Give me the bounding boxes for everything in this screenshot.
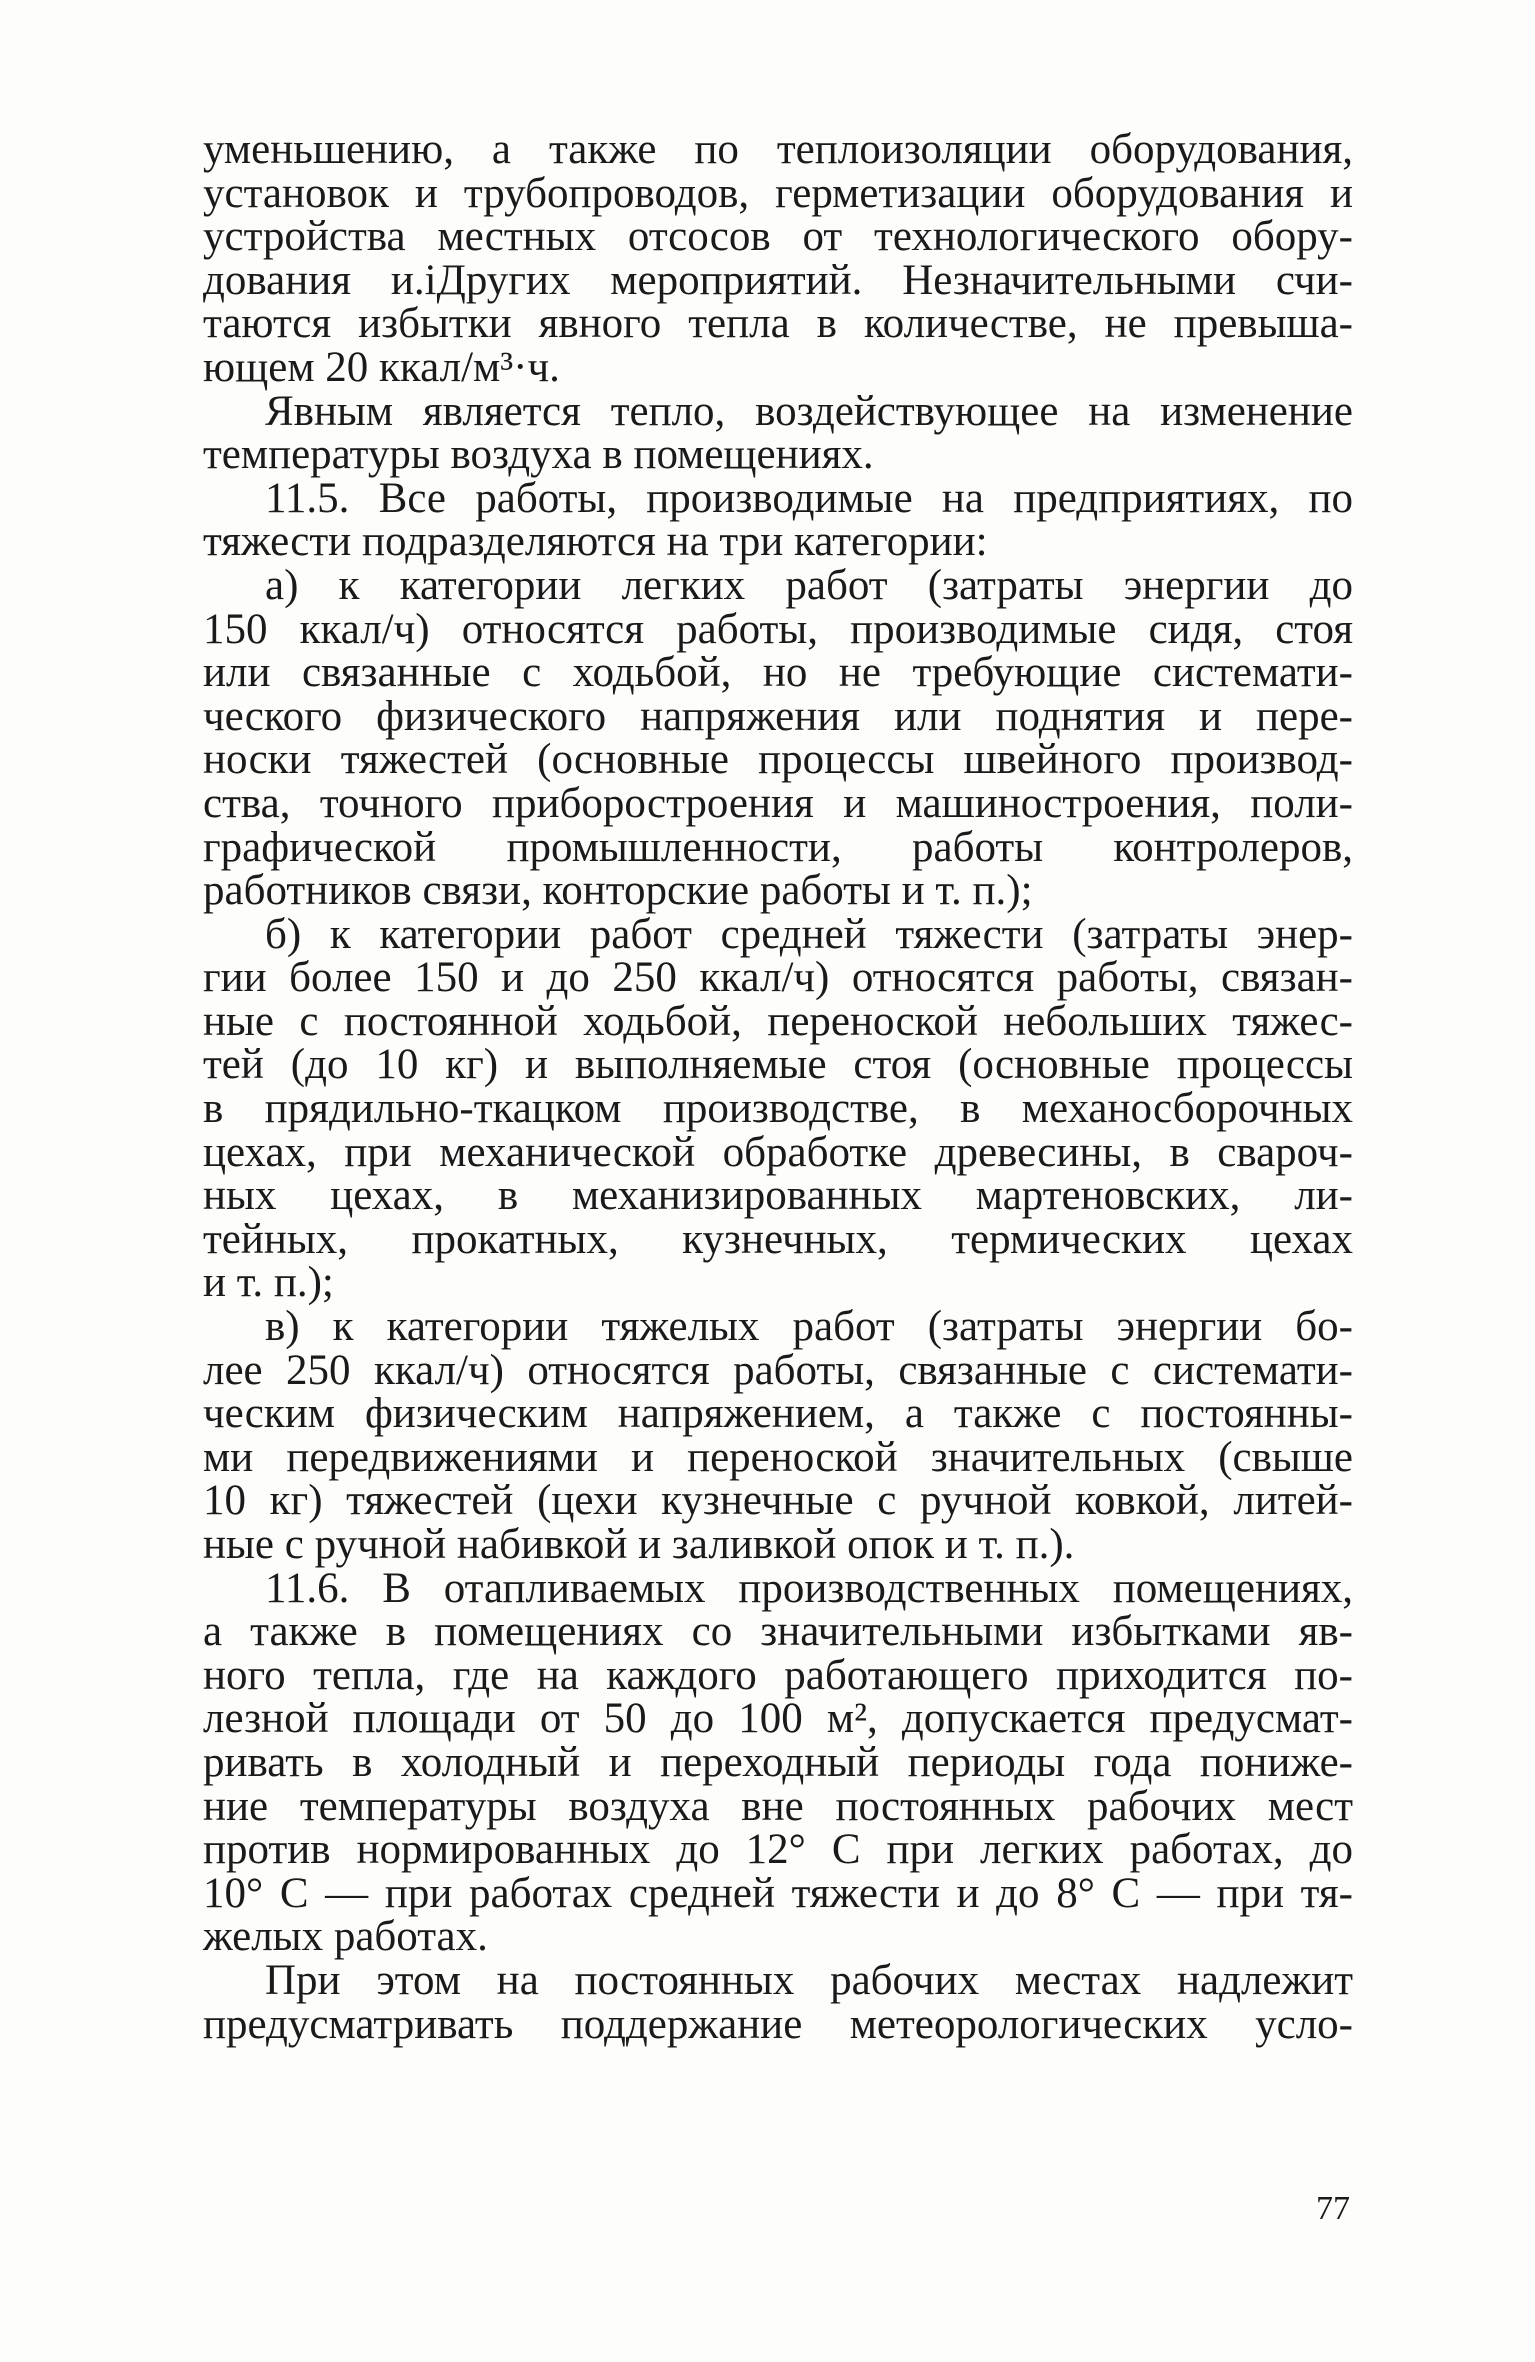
page-body-text bbox=[203, 128, 1353, 2046]
text-line: а) к категории легких работ (затраты энергии до bbox=[265, 561, 1353, 609]
text-line: тейных, прокатных, кузнечных, термических цехах bbox=[203, 1215, 1353, 1263]
page-number: 77 bbox=[1316, 2190, 1350, 2227]
text-line: и т. п.); bbox=[203, 1259, 334, 1307]
text-line: 10° С — при работах средней тяжести и до 8° С — при тя- bbox=[203, 1869, 1353, 1917]
text-line: или связанные с ходьбой, но не требующие системати- bbox=[203, 649, 1353, 697]
text-line: а также в помещениях со значительными избытками яв- bbox=[203, 1608, 1353, 1656]
text-line: 11.6. В отапливаемых производственных помещениях, bbox=[265, 1564, 1353, 1612]
text-line: ные с постоянной ходьбой, переноской небольших тяжес- bbox=[203, 997, 1353, 1045]
text-line: ных цехах, в механизированных мартеновских, ли- bbox=[203, 1172, 1353, 1220]
text-line: желых работах. bbox=[203, 1913, 488, 1961]
text-line: дования и.іДругих мероприятий. Незначительными счи- bbox=[203, 256, 1353, 304]
text-line: графической промышленности, работы контролеров, bbox=[203, 823, 1353, 871]
text-line: ривать в холодный и переходный периоды года пониже- bbox=[203, 1738, 1353, 1786]
text-line: предусматривать поддержание метеорологических усло- bbox=[203, 2000, 1353, 2048]
text-line: лее 250 ккал/ч) относятся работы, связанные с системати- bbox=[203, 1346, 1353, 1394]
text-line: таются избытки явного тепла в количестве, не превыша- bbox=[203, 300, 1353, 348]
text-line: 10 кг) тяжестей (цехи кузнечные с ручной ковкой, литей- bbox=[203, 1477, 1353, 1525]
text-line: лезной площади от 50 до 100 м², допускается предусмат- bbox=[203, 1695, 1353, 1743]
text-line: против нормированных до 12° С при легких работах, до bbox=[203, 1826, 1353, 1874]
text-line: ства, точного приборостроения и машиностроения, поли- bbox=[203, 779, 1353, 827]
text-line: установок и трубопроводов, герметизации оборудования и bbox=[203, 169, 1353, 217]
text-line: ми передвижениями и переноской значительных (свыше bbox=[203, 1433, 1353, 1481]
text-line: ческим физическим напряжением, а также с постоянны- bbox=[203, 1390, 1353, 1438]
text-line: носки тяжестей (основные процессы швейного производ- bbox=[203, 736, 1353, 784]
text-line: гии более 150 и до 250 ккал/ч) относятся работы, связан- bbox=[203, 954, 1353, 1002]
text-line: При этом на постоянных рабочих местах надлежит bbox=[265, 1956, 1353, 2004]
text-line: ние температуры воздуха вне постоянных рабочих мест bbox=[203, 1782, 1353, 1830]
text-line: 11.5. Все работы, производимые на предприятиях, по bbox=[265, 474, 1353, 522]
text-line: тяжести подразделяются на три категории: bbox=[203, 518, 988, 566]
text-line: Явным является тепло, воздействующее на изменение bbox=[265, 387, 1353, 435]
text-line: устройства местных отсосов от технологического обору- bbox=[203, 213, 1353, 261]
text-line: уменьшению, а также по теплоизоляции оборудования, bbox=[203, 126, 1353, 173]
text-line: ческого физического напряжения или поднятия и пере- bbox=[203, 692, 1353, 740]
text-line: в прядильно-ткацком производстве, в механосборочных bbox=[203, 1085, 1353, 1133]
text-line: работников связи, конторские работы и т. п.); bbox=[203, 867, 1033, 915]
text-line: 150 ккал/ч) относятся работы, производимые сидя, стоя bbox=[203, 605, 1353, 653]
text-line: ные с ручной набивкой и заливкой опок и т. п.). bbox=[203, 1521, 1075, 1568]
text-line: ного тепла, где на каждого работающего приходится по- bbox=[203, 1651, 1353, 1699]
text-line: тей (до 10 кг) и выполняемые стоя (основные процессы bbox=[203, 1041, 1353, 1089]
text-line: в) к категории тяжелых работ (затраты энергии бо- bbox=[265, 1303, 1353, 1351]
text-line: б) к категории работ средней тяжести (затраты энер- bbox=[265, 910, 1353, 958]
text-line: температуры воздуха в помещениях. bbox=[203, 431, 874, 479]
text-line: цехах, при механической обработке древесины, в свароч- bbox=[203, 1128, 1353, 1176]
text-line: ющем 20 ккал/м³·ч. bbox=[203, 343, 560, 391]
